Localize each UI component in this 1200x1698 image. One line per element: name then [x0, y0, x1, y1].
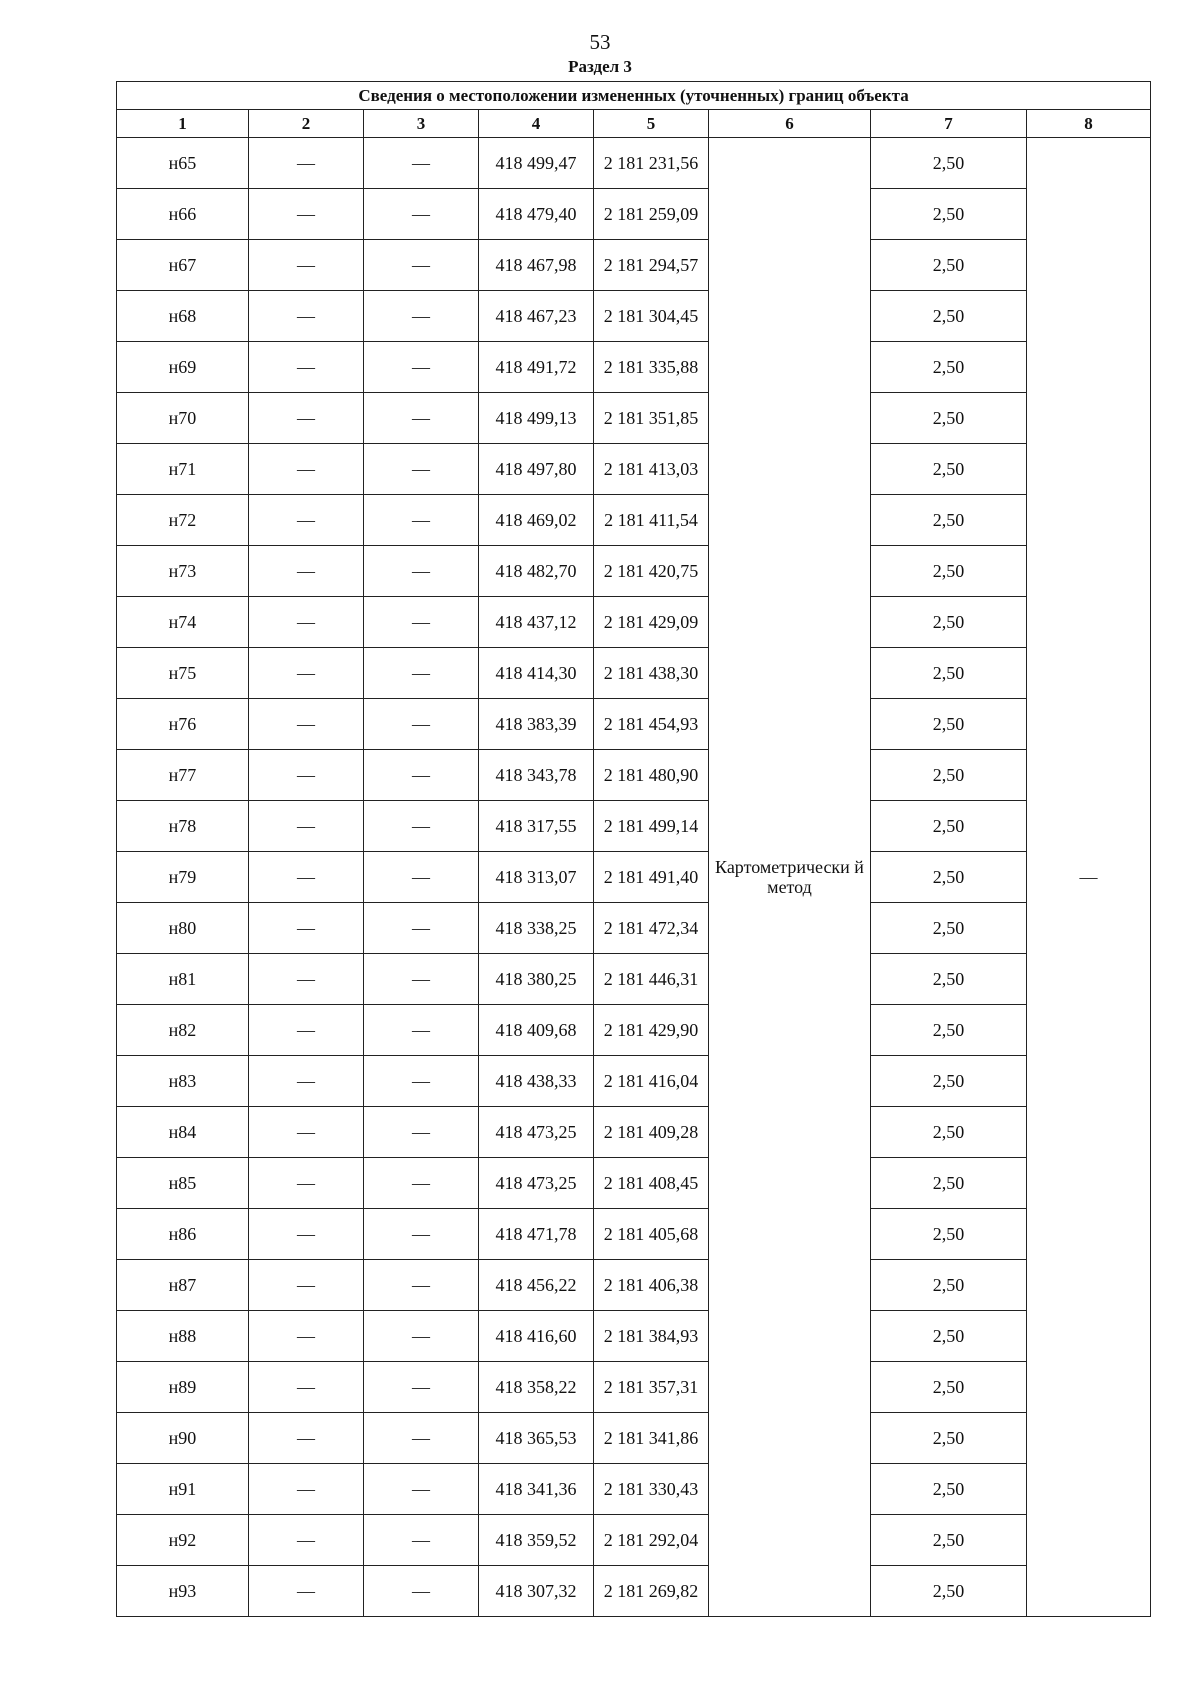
table-row — [117, 699, 1151, 750]
x-coordinate-cell: 418 467,98 — [479, 240, 594, 291]
col2-cell: — — [249, 495, 364, 546]
col2-cell: — — [249, 597, 364, 648]
accuracy-cell: 2,50 — [871, 1260, 1027, 1311]
table-row — [117, 342, 1151, 393]
col3-cell: — — [364, 1209, 479, 1260]
column-number: 4 — [479, 110, 594, 138]
table-row — [117, 903, 1151, 954]
coordinates-table — [116, 81, 1151, 1617]
table-row — [117, 1056, 1151, 1107]
accuracy-cell: 2,50 — [871, 495, 1027, 546]
accuracy-cell: 2,50 — [871, 1311, 1027, 1362]
point-cell: н71 — [117, 444, 249, 495]
table-row — [117, 495, 1151, 546]
y-coordinate-cell: 2 181 292,04 — [594, 1515, 709, 1566]
accuracy-cell: 2,50 — [871, 1362, 1027, 1413]
col2-cell: — — [249, 138, 364, 189]
method-cell: Картометрически й метод — [709, 138, 871, 1617]
point-cell: н68 — [117, 291, 249, 342]
table-row — [117, 1566, 1151, 1617]
accuracy-cell: 2,50 — [871, 1566, 1027, 1617]
x-coordinate-cell: 418 437,12 — [479, 597, 594, 648]
x-coordinate-cell: 418 499,13 — [479, 393, 594, 444]
col3-cell: — — [364, 1464, 479, 1515]
accuracy-cell: 2,50 — [871, 291, 1027, 342]
accuracy-cell: 2,50 — [871, 1515, 1027, 1566]
x-coordinate-cell: 418 338,25 — [479, 903, 594, 954]
table-row — [117, 240, 1151, 291]
y-coordinate-cell: 2 181 409,28 — [594, 1107, 709, 1158]
col2-cell: — — [249, 1209, 364, 1260]
column-number: 1 — [117, 110, 249, 138]
col2-cell: — — [249, 699, 364, 750]
point-cell: н76 — [117, 699, 249, 750]
col3-cell: — — [364, 1413, 479, 1464]
point-cell: н80 — [117, 903, 249, 954]
table-row — [117, 852, 1151, 903]
col2-cell: — — [249, 444, 364, 495]
x-coordinate-cell: 418 359,52 — [479, 1515, 594, 1566]
col3-cell: — — [364, 189, 479, 240]
col2-cell: — — [249, 1260, 364, 1311]
y-coordinate-cell: 2 181 351,85 — [594, 393, 709, 444]
col3-cell: — — [364, 1107, 479, 1158]
point-cell: н77 — [117, 750, 249, 801]
col2-cell: — — [249, 954, 364, 1005]
y-coordinate-cell: 2 181 499,14 — [594, 801, 709, 852]
table-row — [117, 393, 1151, 444]
y-coordinate-cell: 2 181 405,68 — [594, 1209, 709, 1260]
point-cell: н92 — [117, 1515, 249, 1566]
accuracy-cell: 2,50 — [871, 1464, 1027, 1515]
column-number: 5 — [594, 110, 709, 138]
y-coordinate-cell: 2 181 413,03 — [594, 444, 709, 495]
point-cell: н88 — [117, 1311, 249, 1362]
x-coordinate-cell: 418 467,23 — [479, 291, 594, 342]
x-coordinate-cell: 418 414,30 — [479, 648, 594, 699]
col3-cell: — — [364, 444, 479, 495]
table-row — [117, 138, 1151, 189]
accuracy-cell: 2,50 — [871, 342, 1027, 393]
column-number: 7 — [871, 110, 1027, 138]
col3-cell: — — [364, 597, 479, 648]
col2-cell: — — [249, 342, 364, 393]
x-coordinate-cell: 418 341,36 — [479, 1464, 594, 1515]
x-coordinate-cell: 418 380,25 — [479, 954, 594, 1005]
y-coordinate-cell: 2 181 420,75 — [594, 546, 709, 597]
point-cell: н84 — [117, 1107, 249, 1158]
table-title-row — [117, 82, 1151, 110]
point-cell: н91 — [117, 1464, 249, 1515]
col3-cell: — — [364, 750, 479, 801]
x-coordinate-cell: 418 482,70 — [479, 546, 594, 597]
table-row — [117, 1158, 1151, 1209]
y-coordinate-cell: 2 181 429,09 — [594, 597, 709, 648]
x-coordinate-cell: 418 491,72 — [479, 342, 594, 393]
point-cell: н82 — [117, 1005, 249, 1056]
col2-cell: — — [249, 546, 364, 597]
y-coordinate-cell: 2 181 357,31 — [594, 1362, 709, 1413]
table-title: Сведения о местоположении измененных (уточненных) границ объекта — [117, 82, 1151, 110]
table-row — [117, 1209, 1151, 1260]
col2-cell: — — [249, 852, 364, 903]
table-row — [117, 750, 1151, 801]
y-coordinate-cell: 2 181 269,82 — [594, 1566, 709, 1617]
x-coordinate-cell: 418 497,80 — [479, 444, 594, 495]
table-row — [117, 1260, 1151, 1311]
y-coordinate-cell: 2 181 446,31 — [594, 954, 709, 1005]
col3-cell: — — [364, 1158, 479, 1209]
point-cell: н79 — [117, 852, 249, 903]
point-cell: н86 — [117, 1209, 249, 1260]
point-cell: н87 — [117, 1260, 249, 1311]
table-body — [117, 138, 1151, 1617]
accuracy-cell: 2,50 — [871, 699, 1027, 750]
x-coordinate-cell: 418 365,53 — [479, 1413, 594, 1464]
page-number: 53 — [589, 30, 611, 54]
accuracy-cell: 2,50 — [871, 801, 1027, 852]
col2-cell: — — [249, 1515, 364, 1566]
col3-cell: — — [364, 801, 479, 852]
accuracy-cell: 2,50 — [871, 546, 1027, 597]
table-row — [117, 1362, 1151, 1413]
accuracy-cell: 2,50 — [871, 393, 1027, 444]
table-row — [117, 189, 1151, 240]
table-row — [117, 1413, 1151, 1464]
col3-cell: — — [364, 1311, 479, 1362]
point-cell: н89 — [117, 1362, 249, 1413]
y-coordinate-cell: 2 181 438,30 — [594, 648, 709, 699]
point-cell: н66 — [117, 189, 249, 240]
y-coordinate-cell: 2 181 231,56 — [594, 138, 709, 189]
point-cell: н65 — [117, 138, 249, 189]
accuracy-cell: 2,50 — [871, 189, 1027, 240]
col3-cell: — — [364, 495, 479, 546]
y-coordinate-cell: 2 181 259,09 — [594, 189, 709, 240]
x-coordinate-cell: 418 317,55 — [479, 801, 594, 852]
col2-cell: — — [249, 1311, 364, 1362]
col2-cell: — — [249, 240, 364, 291]
col2-cell: — — [249, 1005, 364, 1056]
col3-cell: — — [364, 138, 479, 189]
col3-cell: — — [364, 393, 479, 444]
col2-cell: — — [249, 393, 364, 444]
col2-cell: — — [249, 1362, 364, 1413]
col2-cell: — — [249, 189, 364, 240]
table-row — [117, 1005, 1151, 1056]
accuracy-cell: 2,50 — [871, 597, 1027, 648]
y-coordinate-cell: 2 181 411,54 — [594, 495, 709, 546]
y-coordinate-cell: 2 181 454,93 — [594, 699, 709, 750]
y-coordinate-cell: 2 181 416,04 — [594, 1056, 709, 1107]
accuracy-cell: 2,50 — [871, 903, 1027, 954]
y-coordinate-cell: 2 181 472,34 — [594, 903, 709, 954]
col2-cell: — — [249, 648, 364, 699]
col2-cell: — — [249, 291, 364, 342]
point-cell: н75 — [117, 648, 249, 699]
column-number: 6 — [709, 110, 871, 138]
table-row — [117, 1464, 1151, 1515]
col3-cell: — — [364, 546, 479, 597]
col2-cell: — — [249, 903, 364, 954]
x-coordinate-cell: 418 307,32 — [479, 1566, 594, 1617]
y-coordinate-cell: 2 181 406,38 — [594, 1260, 709, 1311]
y-coordinate-cell: 2 181 294,57 — [594, 240, 709, 291]
col3-cell: — — [364, 954, 479, 1005]
accuracy-cell: 2,50 — [871, 240, 1027, 291]
x-coordinate-cell: 418 416,60 — [479, 1311, 594, 1362]
table-row — [117, 801, 1151, 852]
table-row — [117, 954, 1151, 1005]
table-row — [117, 1515, 1151, 1566]
col3-cell: — — [364, 699, 479, 750]
column-number-row — [117, 110, 1151, 138]
accuracy-cell: 2,50 — [871, 954, 1027, 1005]
table-row — [117, 1311, 1151, 1362]
col2-cell: — — [249, 750, 364, 801]
col3-cell: — — [364, 852, 479, 903]
x-coordinate-cell: 418 499,47 — [479, 138, 594, 189]
x-coordinate-cell: 418 471,78 — [479, 1209, 594, 1260]
x-coordinate-cell: 418 313,07 — [479, 852, 594, 903]
col3-cell: — — [364, 291, 479, 342]
col3-cell: — — [364, 1005, 479, 1056]
point-cell: н85 — [117, 1158, 249, 1209]
accuracy-cell: 2,50 — [871, 1005, 1027, 1056]
column-number: 2 — [249, 110, 364, 138]
column-number: 8 — [1027, 110, 1151, 138]
table-row — [117, 597, 1151, 648]
x-coordinate-cell: 418 473,25 — [479, 1158, 594, 1209]
y-coordinate-cell: 2 181 408,45 — [594, 1158, 709, 1209]
point-cell: н90 — [117, 1413, 249, 1464]
accuracy-cell: 2,50 — [871, 1107, 1027, 1158]
y-coordinate-cell: 2 181 330,43 — [594, 1464, 709, 1515]
col2-cell: — — [249, 1158, 364, 1209]
x-coordinate-cell: 418 383,39 — [479, 699, 594, 750]
section-title: Раздел 3 — [568, 57, 632, 76]
table-row — [117, 648, 1151, 699]
point-cell: н72 — [117, 495, 249, 546]
col3-cell: — — [364, 1362, 479, 1413]
col3-cell: — — [364, 1056, 479, 1107]
col2-cell: — — [249, 1413, 364, 1464]
y-coordinate-cell: 2 181 491,40 — [594, 852, 709, 903]
x-coordinate-cell: 418 358,22 — [479, 1362, 594, 1413]
col3-cell: — — [364, 903, 479, 954]
accuracy-cell: 2,50 — [871, 852, 1027, 903]
x-coordinate-cell: 418 479,40 — [479, 189, 594, 240]
col3-cell: — — [364, 1260, 479, 1311]
point-cell: н70 — [117, 393, 249, 444]
point-cell: н73 — [117, 546, 249, 597]
point-cell: н69 — [117, 342, 249, 393]
y-coordinate-cell: 2 181 384,93 — [594, 1311, 709, 1362]
point-cell: н93 — [117, 1566, 249, 1617]
accuracy-cell: 2,50 — [871, 1158, 1027, 1209]
col2-cell: — — [249, 1566, 364, 1617]
point-cell: н67 — [117, 240, 249, 291]
accuracy-cell: 2,50 — [871, 1056, 1027, 1107]
point-cell: н81 — [117, 954, 249, 1005]
col2-cell: — — [249, 1056, 364, 1107]
table-row — [117, 291, 1151, 342]
accuracy-cell: 2,50 — [871, 1209, 1027, 1260]
point-cell: н83 — [117, 1056, 249, 1107]
x-coordinate-cell: 418 343,78 — [479, 750, 594, 801]
column-number: 3 — [364, 110, 479, 138]
accuracy-cell: 2,50 — [871, 138, 1027, 189]
y-coordinate-cell: 2 181 341,86 — [594, 1413, 709, 1464]
col2-cell: — — [249, 1107, 364, 1158]
x-coordinate-cell: 418 456,22 — [479, 1260, 594, 1311]
table-row — [117, 1107, 1151, 1158]
accuracy-cell: 2,50 — [871, 444, 1027, 495]
accuracy-cell: 2,50 — [871, 648, 1027, 699]
y-coordinate-cell: 2 181 480,90 — [594, 750, 709, 801]
accuracy-cell: 2,50 — [871, 1413, 1027, 1464]
col3-cell: — — [364, 1515, 479, 1566]
x-coordinate-cell: 418 438,33 — [479, 1056, 594, 1107]
y-coordinate-cell: 2 181 304,45 — [594, 291, 709, 342]
x-coordinate-cell: 418 469,02 — [479, 495, 594, 546]
y-coordinate-cell: 2 181 335,88 — [594, 342, 709, 393]
col3-cell: — — [364, 240, 479, 291]
point-cell: н74 — [117, 597, 249, 648]
col2-cell: — — [249, 801, 364, 852]
col8-cell: — — [1027, 138, 1151, 1617]
point-cell: н78 — [117, 801, 249, 852]
y-coordinate-cell: 2 181 429,90 — [594, 1005, 709, 1056]
col3-cell: — — [364, 648, 479, 699]
col3-cell: — — [364, 1566, 479, 1617]
col2-cell: — — [249, 1464, 364, 1515]
col3-cell: — — [364, 342, 479, 393]
table-row — [117, 444, 1151, 495]
accuracy-cell: 2,50 — [871, 750, 1027, 801]
x-coordinate-cell: 418 473,25 — [479, 1107, 594, 1158]
x-coordinate-cell: 418 409,68 — [479, 1005, 594, 1056]
table-row — [117, 546, 1151, 597]
